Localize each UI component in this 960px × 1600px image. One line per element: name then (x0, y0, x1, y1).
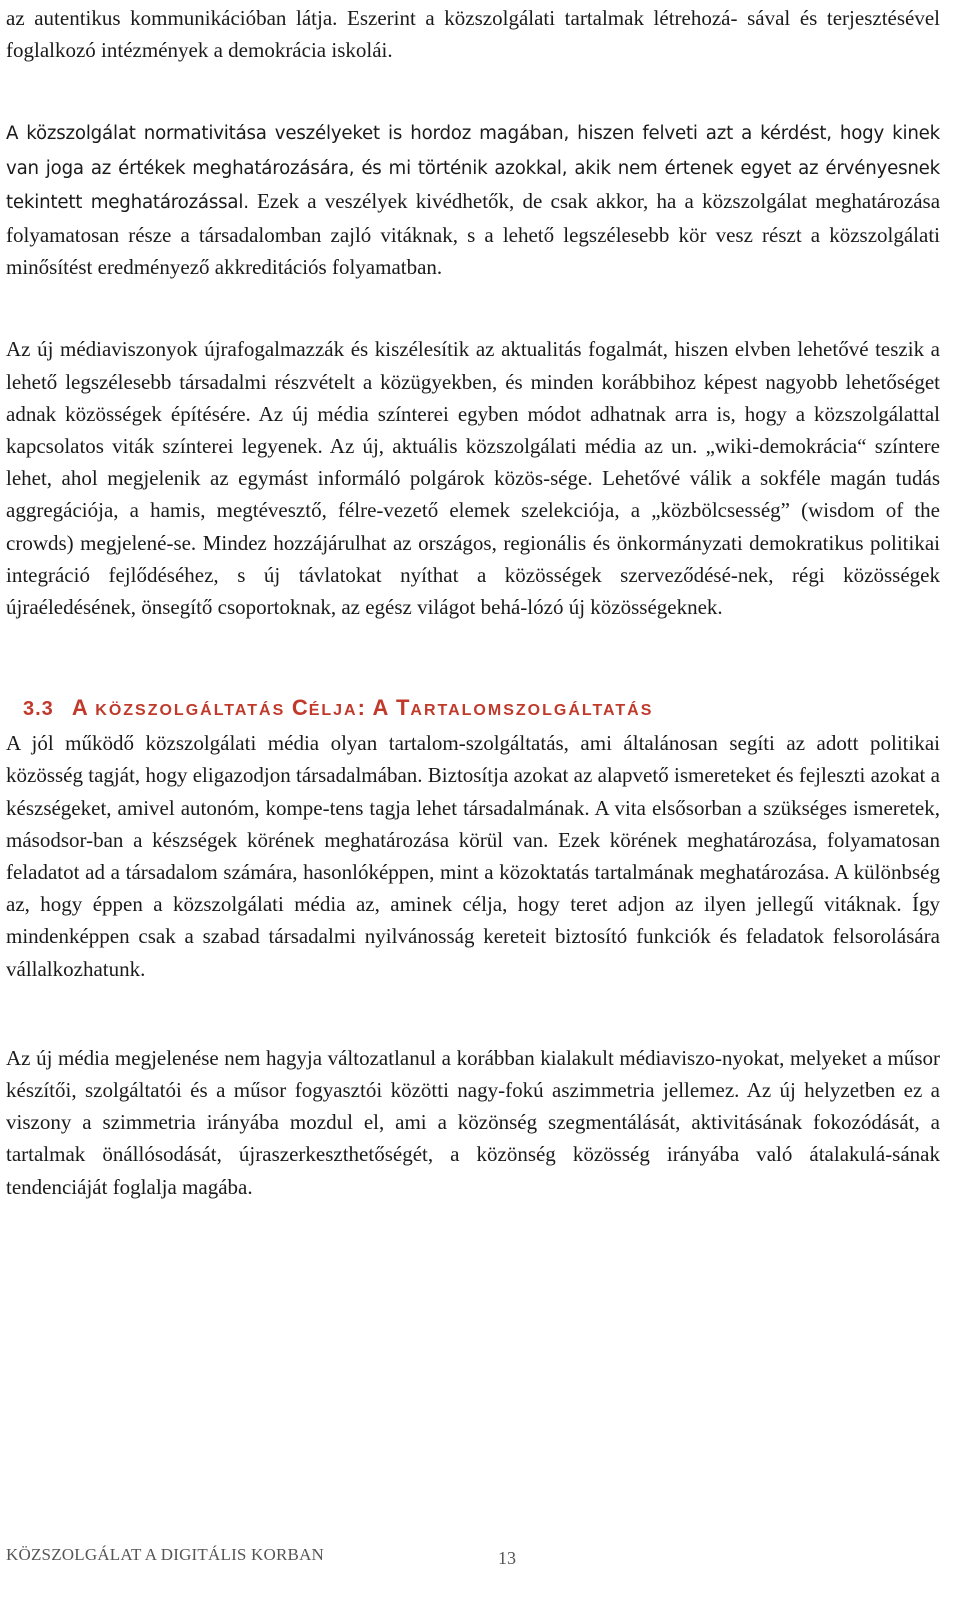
heading-colon: : (357, 695, 366, 721)
paragraph-new-media-appearance: Az új média megjelenése nem hagyja változatlanul a korábban kialakult médiaviszo-nyokat, melyeket a műsor készítői, szolgáltatói és a műsor fogyasztói közötti nagy-fokú aszimmetria jellemez. Az új helyzetben ez a viszony a szimmetria irányába mozdul el, ami a közönség szegmentálását, aktivitásának fokozódását, a tartalmak önállósodását, újraszerkeszthetőségét, a közönség közösség irányába való átalakulá-sának tendenciáját foglalja magába. (6, 1045, 940, 1199)
heading-cap-2: C (291, 695, 309, 721)
intro-line-1: az autentikus kommunikációban látja. Eszerint a közszolgálati tartalmak létrehozá- (6, 6, 738, 30)
normativity-sentence-serif: Ezek a veszélyek kivédhetők, de csak akkor, ha a közszolgálat meghatározása folyamatosan része a társadalomban zajló vitáknak, s a lehető legszélesebb kör vesz részt a közszolgálati minősítést eredményező akkreditációs folyamatban. (6, 188, 941, 280)
paragraph-normativity (6, 116, 940, 283)
document-page (6, 0, 940, 1203)
footer-title: KÖZSZOLGÁLAT A DIGITÁLIS KORBAN (6, 1545, 325, 1564)
intro-line-2: sával és terjesztésével foglalkozó intézmények a demokrácia iskolái. (6, 6, 941, 63)
normativity-sentence-sans: A közszolgálat normativitása veszélyeket is hordoz magában, hiszen felveti azt a kérdést, hogy kinek van joga az értékek meghatározására, és mi történik azokkal, akik nem értenek egyet az érvényesnek tekintett meghatározással. (6, 123, 940, 213)
paragraph-intro-continuation (6, 2, 940, 66)
heading-cap-3: A (372, 695, 390, 721)
paragraph-content-service: A jól működő közszolgálati média olyan tartalom-szolgáltatás, ami általánosan segíti az adott politikai közösség tagját, hogy eligazodjon társadalmában. Biztosítja azokat az alapvető ismereteket és fejleszti azokat a készségeket, amivel autonóm, kompe-tens tagja lehet társadalmának. A vita elsősorban a szükséges ismeretek, másodsor-ban a készségek körének meghatározása körül van. Ezek körének meghatározása, folyamatosan feladatot ad a társadalom számára, hasonlóképpen, mint a közoktatás tartalmának meghatározása. A különbség az, hogy éppen a közszolgálati média az, aminek célja, hogy teret adjon az ilyen jellegű vitáknak. Így mindenképpen csak a szabad társadalmi nyilvánosság kereteit biztosító funkciók és feladatok felsorolására vállalkozhatunk. (6, 731, 940, 981)
heading-word-4: ARTALOMSZOLGÁLTATÁS (410, 702, 654, 720)
heading-word-2: ÉLJA (308, 702, 358, 720)
section-number: 3.3 (23, 698, 54, 721)
page-number: 13 (498, 1548, 516, 1568)
heading-cap-1: A (71, 695, 89, 721)
heading-cap-4: T (395, 695, 411, 721)
heading-word-1: KÖZSZOLGÁLTATÁS (95, 702, 286, 720)
paragraph-new-media-relations: Az új médiaviszonyok újrafogalmazzák és kiszélesítik az aktualitás fogalmát, hiszen elvben lehetővé teszik a lehető legszélesebb társadalmi részvételt a közügyekben, és minden korábbihoz képest nagyobb lehetőséget adnak közösségek építésére. Az új média színterei egyben módot adhatnak arra is, hogy a közszolgálattal kapcsolatos viták színterei legyenek. Az új, aktuális közszolgálati média az un. „wiki-demokrácia“ színtere lehet, ahol megjelenik az egymást informáló polgárok közös-sége. Lehetővé válik a sokféle magán tudás aggregációja, a hamis, megtévesztő, félre-vezető elemek szelekciója, a „közbölcsesség” (wisdom of the crowds) megjelené-se. Mindez hozzájárulhat az országos, regionális és önkormányzati demokratikus politikai integráció fejlődéséhez, s új távlatokat nyíthat a közösségek szerveződésé-nek, régi közösségek újraéledésének, önsegítő csoportoknak, az egész világot behá-lózó új közösségeknek. (6, 337, 940, 620)
section-heading (23, 696, 940, 723)
page-footer (6, 1545, 526, 1568)
